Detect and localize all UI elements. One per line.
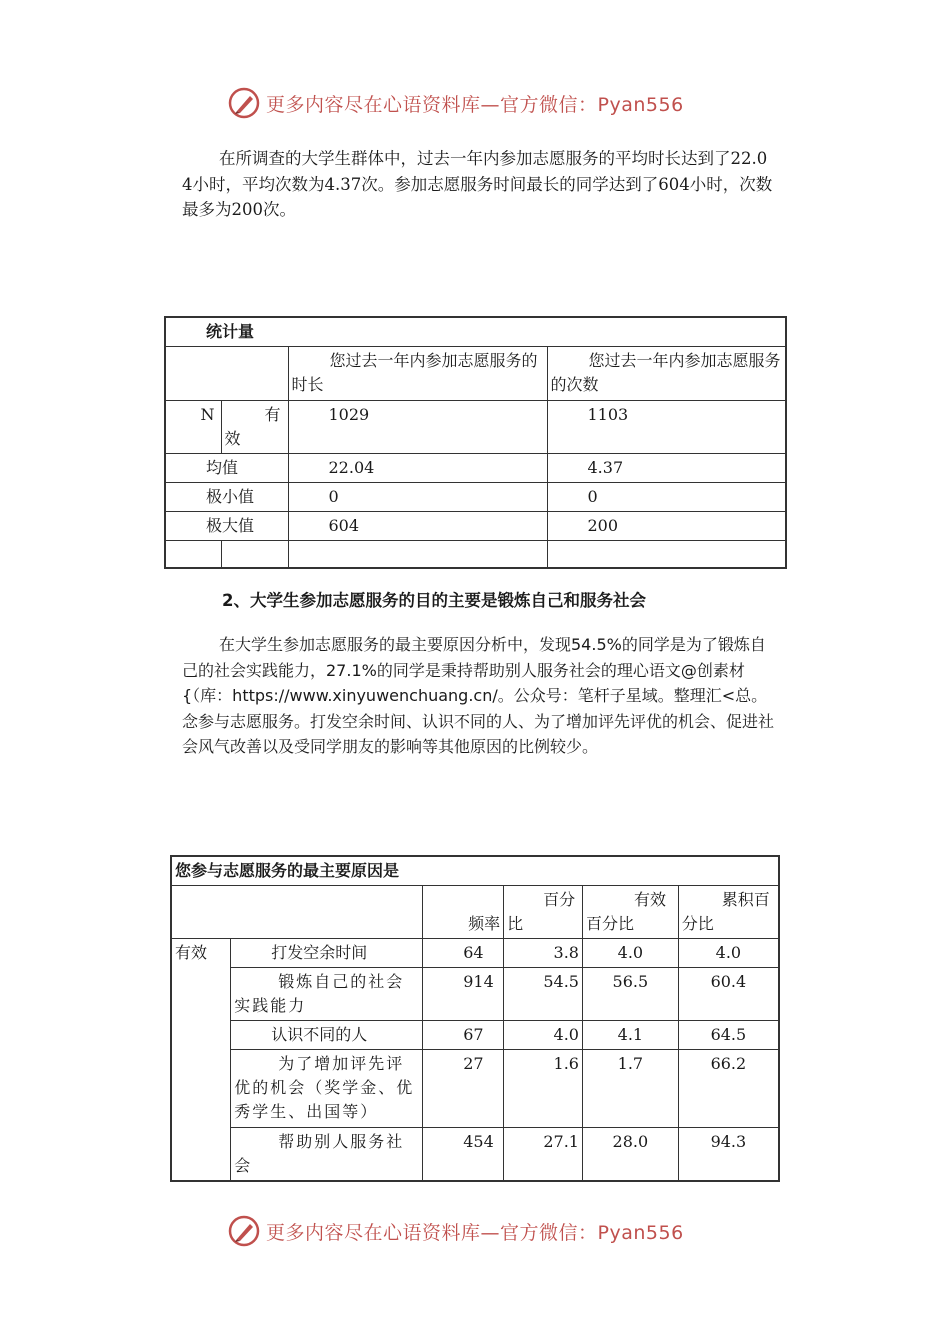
reasons-row-cum-pct: 60.4	[678, 968, 779, 1021]
banner-text: 更多内容尽在心语资料库—官方微信：Pyan556	[266, 93, 684, 116]
stats-min-label: 极小值	[165, 483, 288, 512]
reasons-row-label: 锻炼自己的社会实践能力	[231, 968, 423, 1021]
reasons-row-freq: 64	[423, 939, 504, 968]
reasons-row-pct: 4.0	[504, 1021, 583, 1050]
reasons-row-freq: 914	[423, 968, 504, 1021]
stats-empty-cell	[165, 541, 221, 568]
reasons-row-cum-pct: 66.2	[678, 1050, 779, 1128]
reasons-row-cum-pct: 4.0	[678, 939, 779, 968]
reasons-table	[170, 855, 780, 1182]
stats-valid-col2: 1103	[547, 401, 786, 454]
reasons-row-valid-pct: 4.0	[582, 939, 678, 968]
stats-empty-cell	[221, 541, 288, 568]
reasons-pct-header: 百分比	[504, 886, 583, 939]
reasons-row-cum-pct: 94.3	[678, 1128, 779, 1182]
reasons-row-label: 认识不同的人	[231, 1021, 423, 1050]
stats-col2-header: 您过去一年内参加志愿服务的次数	[547, 347, 786, 401]
reason-paragraph: 在大学生参加志愿服务的最主要原因分析中，发现54.5%的同学是为了锻炼自己的社会实践能力，27.1%的同学是秉持帮助别人服务社会的理心语文@创素材{（库：https://www.xinyuwenchuang.cn/。公众号：笔杆子星域。整理汇<总。念参与志愿服务。打发空余时间、认识不同的人、为了增加评先评优的机会、促进社会风气改善以及受同学朋友的影响等其他原因的比例较少。	[182, 635, 775, 756]
stats-corner	[165, 347, 288, 401]
reasons-row-valid-pct: 28.0	[582, 1128, 678, 1182]
stats-min-col2: 0	[547, 483, 786, 512]
reasons-valid-pct-header: 有效百分比	[582, 886, 678, 939]
banner-text: 更多内容尽在心语资料库—官方微信：Pyan556	[266, 1221, 684, 1244]
section-heading: 2、大学生参加志愿服务的目的主要是锻炼自己和服务社会	[222, 591, 646, 610]
reasons-corner	[171, 886, 423, 939]
reasons-row-label: 打发空余时间	[231, 939, 423, 968]
reasons-freq-header: 频率	[423, 886, 504, 939]
stats-max-label: 极大值	[165, 512, 288, 541]
reasons-row-pct: 3.8	[504, 939, 583, 968]
reasons-row-valid-pct: 1.7	[582, 1050, 678, 1128]
stats-empty-cell	[288, 541, 547, 568]
stats-min-col1: 0	[288, 483, 547, 512]
reasons-cum-pct-header: 累积百分比	[678, 886, 779, 939]
reasons-group-label: 有效	[171, 939, 231, 1182]
stats-n-label: N	[165, 401, 221, 454]
reasons-row-label: 为了增加评先评优的机会（奖学金、优秀学生、出国等）	[231, 1050, 423, 1128]
stats-col1-header: 您过去一年内参加志愿服务的时长	[288, 347, 547, 401]
reasons-row-pct: 54.5	[504, 968, 583, 1021]
stats-mean-col2: 4.37	[547, 454, 786, 483]
stats-mean-label: 均值	[165, 454, 288, 483]
reasons-row-freq: 27	[423, 1050, 504, 1128]
header-banner	[228, 86, 748, 120]
stats-mean-col1: 22.04	[288, 454, 547, 483]
stats-max-col1: 604	[288, 512, 547, 541]
reasons-row-valid-pct: 4.1	[582, 1021, 678, 1050]
intro-paragraph: 在所调查的大学生群体中，过去一年内参加志愿服务的平均时长达到了22.04小时，平均次数为4.37次。参加志愿服务时间最长的同学达到了604小时，次数最多为200次。	[182, 149, 773, 219]
stats-valid-col1: 1029	[288, 401, 547, 454]
reasons-caption: 您参与志愿服务的最主要原因是	[171, 856, 779, 886]
stats-max-col2: 200	[547, 512, 786, 541]
stats-empty-cell	[547, 541, 786, 568]
stats-valid-label: 有效	[221, 401, 288, 454]
reasons-row-pct: 1.6	[504, 1050, 583, 1128]
pen-logo-icon	[228, 87, 260, 119]
reasons-row-pct: 27.1	[504, 1128, 583, 1182]
footer-banner	[228, 1214, 748, 1248]
reasons-row-label: 帮助别人服务社会	[231, 1128, 423, 1182]
stats-caption: 统计量	[165, 317, 786, 347]
reasons-row-cum-pct: 64.5	[678, 1021, 779, 1050]
reasons-row-freq: 454	[423, 1128, 504, 1182]
reasons-row-freq: 67	[423, 1021, 504, 1050]
pen-logo-icon	[228, 1215, 260, 1247]
stats-table	[164, 316, 787, 569]
reasons-row-valid-pct: 56.5	[582, 968, 678, 1021]
